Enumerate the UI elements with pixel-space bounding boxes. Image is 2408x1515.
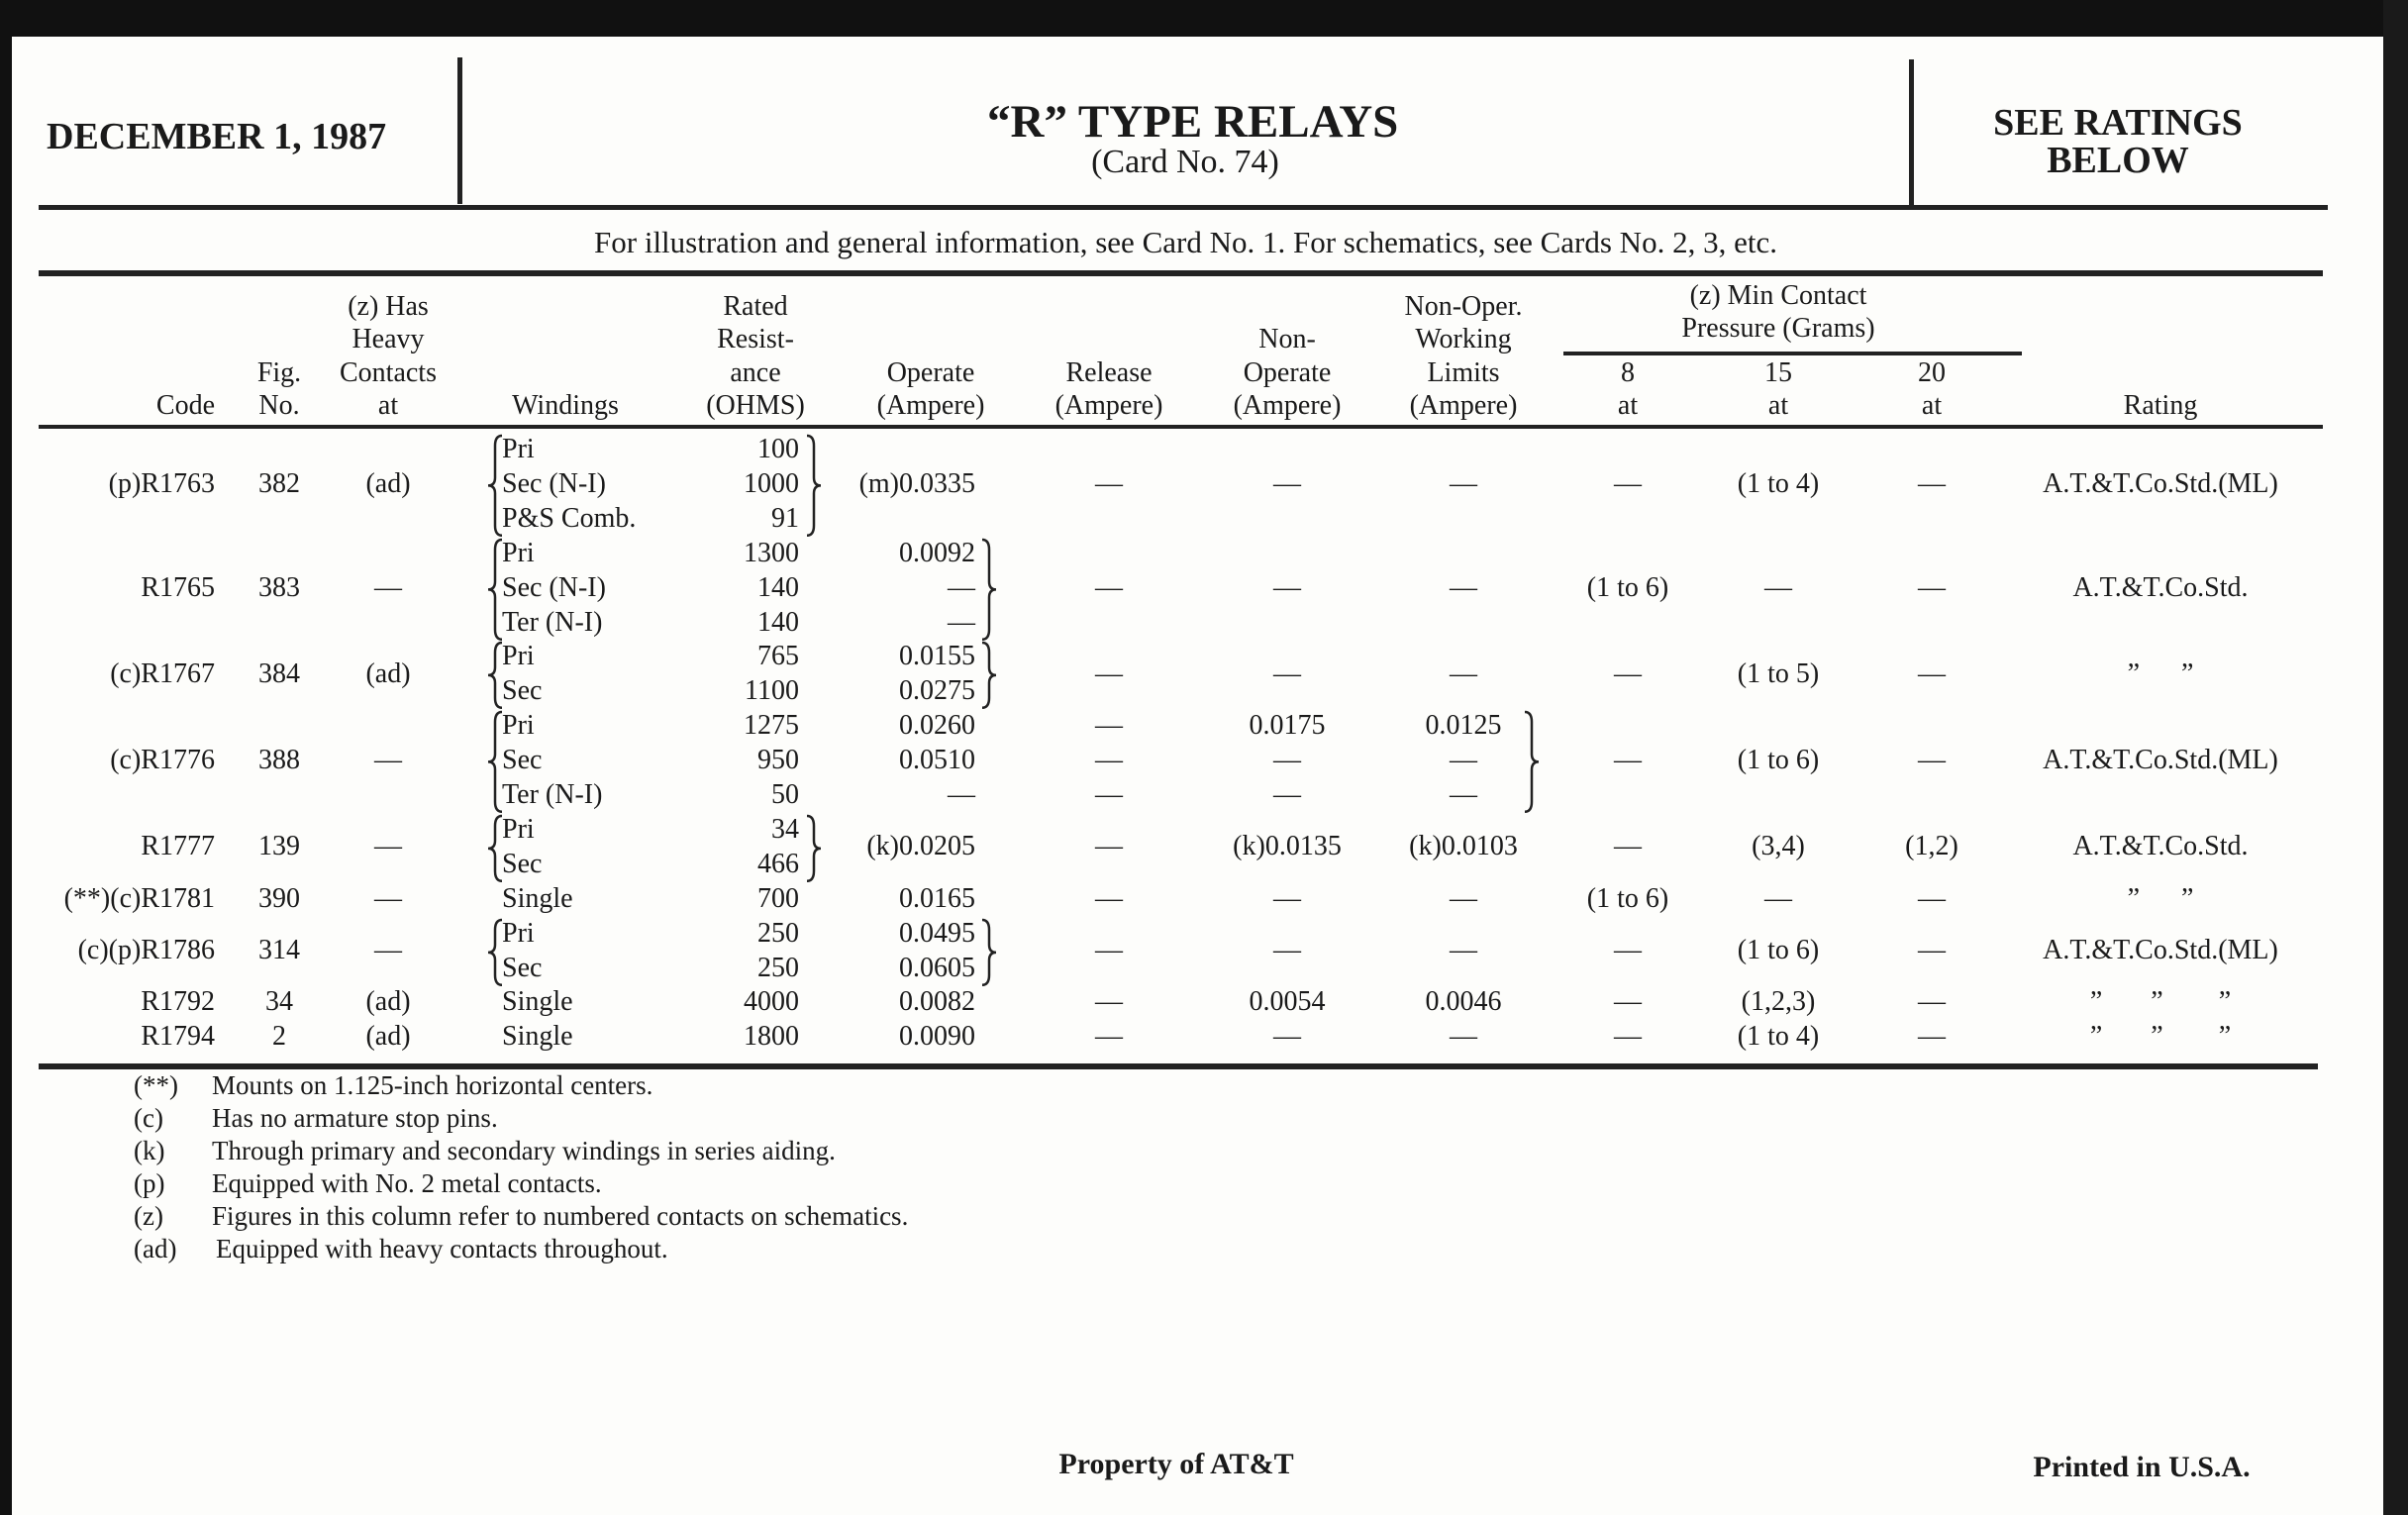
column-header-release: Release xyxy=(1065,356,1153,388)
cell-release: — xyxy=(1095,710,1123,742)
footnote-text: Mounts on 1.125-inch horizontal centers. xyxy=(212,1070,653,1100)
cell-c8: — xyxy=(1614,1021,1642,1053)
column-header-non-operate: Operate xyxy=(1243,356,1332,388)
cell-release: — xyxy=(1095,467,1123,499)
column-header-heavy: at xyxy=(377,390,399,421)
column-header-c20: at xyxy=(1921,390,1943,421)
column-header-rating: Rating xyxy=(2123,390,2198,421)
cell-ohms: 250 xyxy=(757,952,799,983)
cell-working: — xyxy=(1450,882,1477,914)
cell-heavy: — xyxy=(374,935,402,966)
column-header-windings: Windings xyxy=(512,390,619,421)
cell-rating: ” ” xyxy=(2127,657,2194,689)
column-header-c8: 8 xyxy=(1621,356,1635,388)
cell-non-operate: — xyxy=(1273,882,1301,914)
cell-working: — xyxy=(1450,779,1477,810)
column-header-min-contact: Pressure (Grams) xyxy=(1681,313,1875,344)
brace-left-icon xyxy=(488,643,502,708)
cell-operate: 0.0082 xyxy=(899,986,975,1018)
column-header-release: (Ampere) xyxy=(1054,390,1163,421)
cell-release: — xyxy=(1095,935,1123,966)
cell-windings: Sec xyxy=(502,848,543,879)
cell-windings: Single xyxy=(502,1021,573,1053)
cell-non-operate: — xyxy=(1273,745,1301,776)
column-header-working: Non-Oper. xyxy=(1404,290,1523,322)
cell-ohms: 1100 xyxy=(745,675,799,707)
cell-ohms: 1800 xyxy=(744,1021,799,1053)
footnote-key: (**) xyxy=(134,1070,178,1100)
cell-non-operate: — xyxy=(1273,779,1301,810)
brace-left-icon xyxy=(488,540,502,640)
cell-release: — xyxy=(1095,986,1123,1018)
cell-non-operate: — xyxy=(1273,467,1301,499)
cell-windings: Sec xyxy=(502,675,543,707)
column-header-operate: Operate xyxy=(886,356,975,388)
cell-heavy: — xyxy=(374,745,402,776)
cell-ohms: 100 xyxy=(757,434,799,464)
cell-c20: — xyxy=(1918,467,1946,499)
brace-right-icon xyxy=(807,436,821,536)
cell-ohms: 1275 xyxy=(744,710,799,742)
cell-ohms: 140 xyxy=(757,571,799,603)
cell-code: (c)R1776 xyxy=(110,745,215,776)
cell-working: 0.0046 xyxy=(1425,986,1502,1018)
cell-ohms: 50 xyxy=(771,779,799,810)
footnote-key: (z) xyxy=(134,1201,163,1231)
cell-c20: — xyxy=(1918,571,1946,603)
column-header-c15: at xyxy=(1767,390,1789,421)
cell-heavy: (ad) xyxy=(365,986,411,1018)
cell-windings: Sec (N-I) xyxy=(502,571,606,603)
cell-windings: Pri xyxy=(502,813,535,845)
cell-c15: (1 to 4) xyxy=(1737,1021,1820,1053)
info-line: For illustration and general information, see Card No. 1. For schematics, see Cards No. 2, 3, etc. xyxy=(594,225,1777,259)
min-contact-rule xyxy=(1563,352,2022,355)
cell-c15: — xyxy=(1764,882,1792,914)
cell-operate: 0.0260 xyxy=(899,710,975,742)
header-rule xyxy=(39,205,2328,210)
footnote-text: Through primary and secondary windings in series aiding. xyxy=(212,1136,836,1165)
header-divider-right xyxy=(1909,59,1914,206)
column-header-operate: (Ampere) xyxy=(876,390,985,421)
cell-fig: 2 xyxy=(272,1021,286,1053)
brace-left-icon xyxy=(488,436,502,536)
cell-windings: Pri xyxy=(502,710,535,742)
cell-rating: ” ” xyxy=(2127,882,2194,914)
cell-windings: Sec xyxy=(502,745,543,776)
cell-working: — xyxy=(1450,745,1477,776)
cell-operate: 0.0092 xyxy=(899,537,975,568)
column-header-heavy: (z) Has xyxy=(348,290,429,322)
cell-windings: Sec xyxy=(502,952,543,983)
column-header-ohms: ance xyxy=(730,356,781,388)
cell-release: — xyxy=(1095,1021,1123,1053)
cell-operate: — xyxy=(948,571,975,603)
cell-c15: (1 to 6) xyxy=(1737,745,1820,776)
column-header-ohms: (OHMS) xyxy=(706,390,805,421)
cell-ohms: 700 xyxy=(757,882,799,914)
cell-c15: (1 to 6) xyxy=(1737,935,1820,966)
cell-heavy: (ad) xyxy=(365,657,411,689)
cell-c8: — xyxy=(1614,745,1642,776)
cell-heavy: — xyxy=(374,571,402,603)
cell-c8: — xyxy=(1614,831,1642,862)
footnote-key: (ad) xyxy=(134,1234,177,1263)
ratings-note-line2: BELOW xyxy=(2047,140,2189,181)
cell-c8: — xyxy=(1614,986,1642,1018)
cell-code: R1777 xyxy=(141,831,215,862)
cell-c8: — xyxy=(1614,657,1642,689)
cell-c20: — xyxy=(1918,882,1946,914)
cell-operate: — xyxy=(948,606,975,638)
cell-c15: — xyxy=(1764,571,1792,603)
cell-operate: 0.0155 xyxy=(899,641,975,672)
column-header-ohms: Resist- xyxy=(717,324,794,354)
cell-c20: — xyxy=(1918,935,1946,966)
cell-release: — xyxy=(1095,657,1123,689)
cell-code: (p)R1763 xyxy=(108,467,215,499)
cell-windings: Pri xyxy=(502,641,535,672)
column-header-working: (Ampere) xyxy=(1409,390,1518,421)
cell-non-operate: — xyxy=(1273,935,1301,966)
cell-windings: Ter (N-I) xyxy=(502,779,603,810)
cell-ohms: 34 xyxy=(771,813,799,845)
cell-c20: (1,2) xyxy=(1905,831,1958,862)
cell-c15: (1 to 4) xyxy=(1737,467,1820,499)
cell-non-operate: 0.0175 xyxy=(1249,710,1326,742)
footnote-key: (p) xyxy=(134,1168,165,1198)
column-header-non-operate: Non- xyxy=(1258,324,1316,354)
brace-right-icon xyxy=(982,643,996,708)
cell-c20: — xyxy=(1918,657,1946,689)
cell-non-operate: — xyxy=(1273,1021,1301,1053)
cell-windings: Single xyxy=(502,882,573,914)
cell-rating: A.T.&T.Co.Std. xyxy=(2072,571,2249,603)
cell-rating: ” ” ” xyxy=(2089,1021,2232,1053)
cell-c20: — xyxy=(1918,1021,1946,1053)
cell-release: — xyxy=(1095,882,1123,914)
cell-heavy: (ad) xyxy=(365,467,411,499)
cell-c8: (1 to 6) xyxy=(1586,882,1669,914)
cell-operate: 0.0510 xyxy=(899,745,975,776)
cell-code: (c)(p)R1786 xyxy=(77,935,215,966)
cell-c8: — xyxy=(1614,467,1642,499)
cell-heavy: — xyxy=(374,882,402,914)
cell-c8: (1 to 6) xyxy=(1586,571,1669,603)
column-header-non-operate: (Ampere) xyxy=(1233,390,1342,421)
brace-right-icon xyxy=(807,816,821,881)
cell-working: — xyxy=(1450,571,1477,603)
footer-printed: Printed in U.S.A. xyxy=(2033,1451,2251,1483)
cell-operate: 0.0605 xyxy=(899,952,975,983)
brace-right-icon xyxy=(982,540,996,640)
cell-c15: (3,4) xyxy=(1752,831,1805,862)
table-top-rule xyxy=(39,270,2323,276)
cell-operate: 0.0090 xyxy=(899,1021,975,1053)
cell-working: — xyxy=(1450,935,1477,966)
cell-windings: Pri xyxy=(502,537,535,568)
cell-ohms: 765 xyxy=(757,641,799,672)
cell-c20: — xyxy=(1918,745,1946,776)
cell-operate: 0.0275 xyxy=(899,675,975,707)
column-header-fig: Fig. xyxy=(256,356,302,388)
cell-working: (k)0.0103 xyxy=(1409,831,1518,862)
cell-ohms: 140 xyxy=(757,606,799,638)
cell-ohms: 4000 xyxy=(744,986,799,1018)
column-header-heavy: Heavy xyxy=(351,324,425,354)
footnote-key: (c) xyxy=(134,1103,163,1133)
cell-operate: — xyxy=(948,779,975,810)
cell-fig: 314 xyxy=(258,935,300,966)
cell-c8: — xyxy=(1614,935,1642,966)
column-header-c8: at xyxy=(1617,390,1639,421)
footnote-text: Figures in this column refer to numbered contacts on schematics. xyxy=(212,1201,909,1231)
cell-fig: 390 xyxy=(258,882,300,914)
cell-fig: 388 xyxy=(258,745,300,776)
cell-code: (**)(c)R1781 xyxy=(63,882,215,914)
cell-fig: 34 xyxy=(265,986,293,1018)
cell-fig: 384 xyxy=(258,657,300,689)
cell-code: R1792 xyxy=(141,986,215,1018)
cell-rating: A.T.&T.Co.Std.(ML) xyxy=(2043,467,2278,499)
footer-property: Property of AT&T xyxy=(1058,1448,1294,1480)
brace-right-icon xyxy=(982,920,996,985)
cell-windings: Ter (N-I) xyxy=(502,606,603,638)
cell-rating: A.T.&T.Co.Std. xyxy=(2072,831,2249,862)
cell-ohms: 950 xyxy=(757,745,799,776)
cell-working: 0.0125 xyxy=(1425,710,1502,742)
cell-non-operate: — xyxy=(1273,657,1301,689)
brace-left-icon xyxy=(488,816,502,881)
footnote-key: (k) xyxy=(134,1136,165,1165)
column-header-working: Working xyxy=(1415,324,1512,354)
cell-ohms: 1000 xyxy=(744,467,799,499)
cell-release: — xyxy=(1095,831,1123,862)
card-date: DECEMBER 1, 1987 xyxy=(47,116,387,157)
scan-edge xyxy=(2383,0,2408,1515)
cell-working: — xyxy=(1450,657,1477,689)
card-title: “R” TYPE RELAYS xyxy=(987,96,1399,148)
cell-c15: (1,2,3) xyxy=(1741,986,1816,1018)
column-header-ohms: Rated xyxy=(723,290,788,322)
footnote-text: Equipped with heavy contacts throughout. xyxy=(216,1234,668,1263)
header-bottom-rule xyxy=(39,425,2323,429)
column-header-heavy: Contacts xyxy=(340,356,437,388)
cell-ohms: 466 xyxy=(757,848,799,879)
footnote-text: Equipped with No. 2 metal contacts. xyxy=(212,1168,602,1198)
cell-rating: ” ” ” xyxy=(2089,986,2232,1018)
brace-left-icon xyxy=(488,920,502,985)
cell-c20: — xyxy=(1918,986,1946,1018)
cell-non-operate: — xyxy=(1273,571,1301,603)
cell-fig: 383 xyxy=(258,571,300,603)
cell-ohms: 1300 xyxy=(744,537,799,568)
cell-working: — xyxy=(1450,1021,1477,1053)
cell-working: — xyxy=(1450,467,1477,499)
cell-non-operate: 0.0054 xyxy=(1249,986,1326,1018)
cell-operate: 0.0495 xyxy=(899,917,975,949)
cell-release: — xyxy=(1095,779,1123,810)
cell-rating: A.T.&T.Co.Std.(ML) xyxy=(2043,745,2278,776)
brace-right-icon xyxy=(1525,712,1539,812)
cell-windings: Pri xyxy=(502,434,535,464)
card-subtitle: (Card No. 74) xyxy=(1091,144,1279,180)
cell-windings: P&S Comb. xyxy=(502,502,637,534)
cell-code: R1765 xyxy=(141,571,215,603)
cell-code: (c)R1767 xyxy=(110,657,215,689)
column-header-code: Code xyxy=(155,390,215,421)
cell-release: — xyxy=(1095,745,1123,776)
cell-heavy: — xyxy=(374,831,402,862)
cell-fig: 382 xyxy=(258,467,300,499)
cell-heavy: (ad) xyxy=(365,1021,411,1053)
column-header-min-contact: (z) Min Contact xyxy=(1689,280,1867,311)
cell-non-operate: (k)0.0135 xyxy=(1233,831,1342,862)
cell-operate: (k)0.0205 xyxy=(866,831,975,862)
cell-ohms: 250 xyxy=(757,917,799,949)
brace-left-icon xyxy=(488,712,502,812)
column-header-fig: No. xyxy=(258,390,300,421)
footnote-text: Has no armature stop pins. xyxy=(212,1103,498,1133)
column-header-c15: 15 xyxy=(1764,356,1792,388)
cell-release: — xyxy=(1095,571,1123,603)
cell-code: R1794 xyxy=(141,1021,215,1053)
ratings-note-line1: SEE RATINGS xyxy=(1993,102,2243,144)
cell-rating: A.T.&T.Co.Std.(ML) xyxy=(2043,935,2278,966)
header-divider-left xyxy=(457,57,462,204)
column-header-c20: 20 xyxy=(1918,356,1946,388)
cell-ohms: 91 xyxy=(771,502,799,534)
cell-windings: Single xyxy=(502,986,573,1018)
cell-windings: Sec (N-I) xyxy=(502,467,606,499)
cell-fig: 139 xyxy=(258,831,300,862)
cell-operate: 0.0165 xyxy=(899,882,975,914)
cell-c15: (1 to 5) xyxy=(1737,657,1820,689)
column-header-working: Limits xyxy=(1427,356,1500,388)
cell-operate: (m)0.0335 xyxy=(858,467,975,499)
cell-windings: Pri xyxy=(502,917,535,949)
